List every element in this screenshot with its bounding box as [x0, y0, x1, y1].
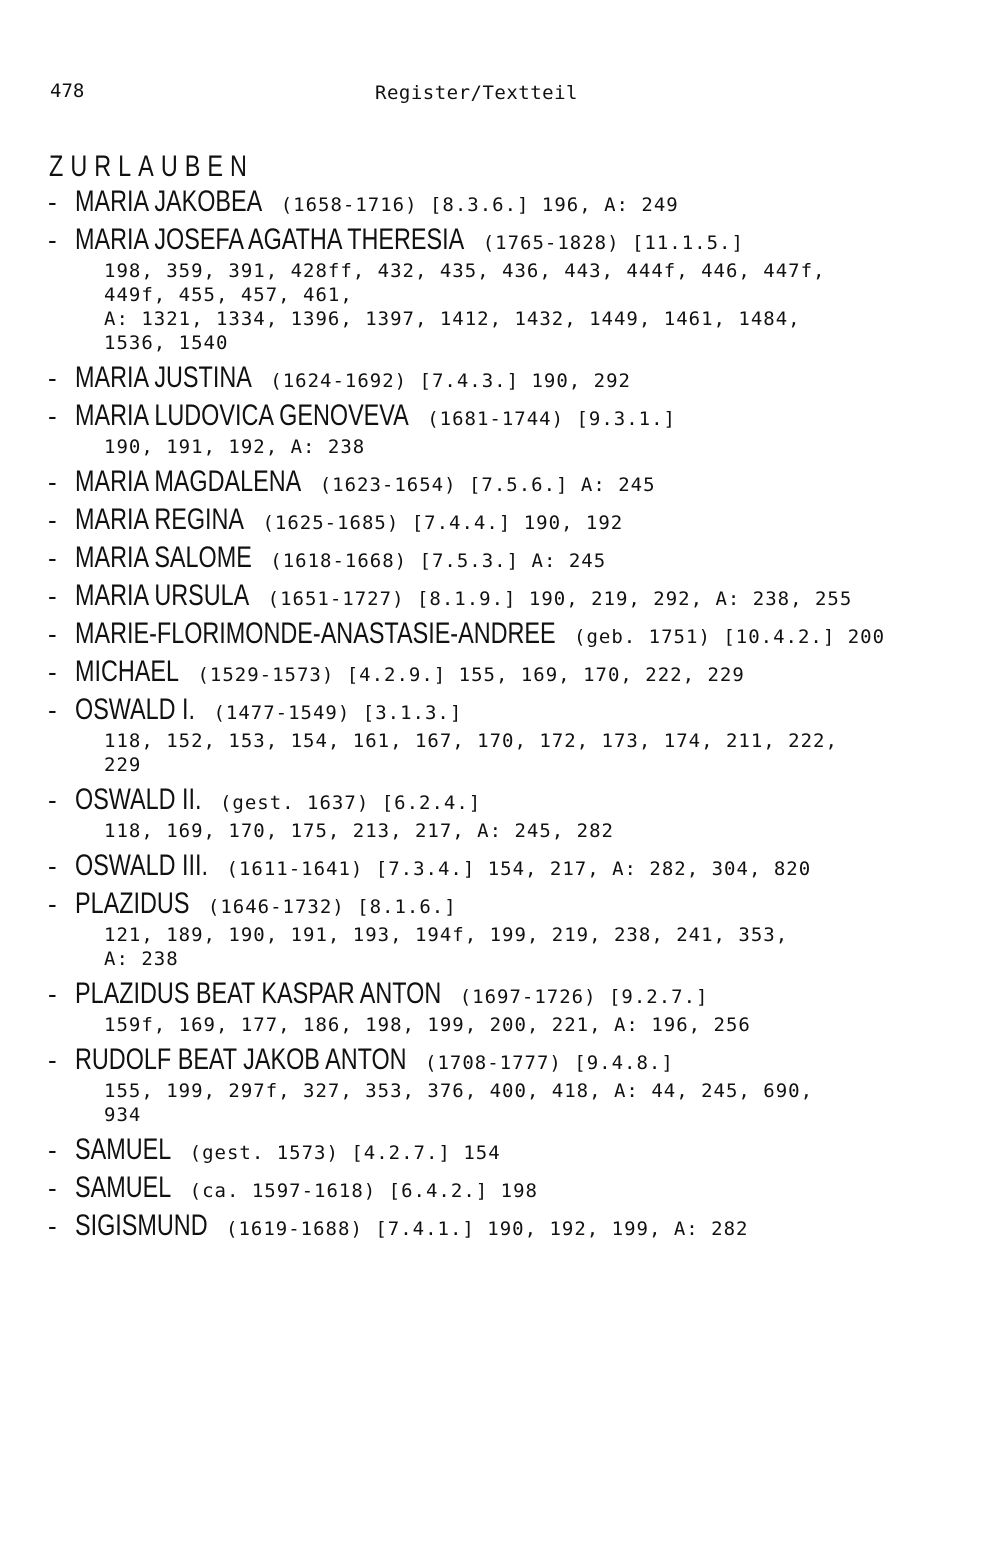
- register-entry: [48, 463, 948, 501]
- entry-head-line: [48, 975, 948, 1013]
- entry-dash: -: [48, 401, 57, 431]
- entry-name: MARIA JUSTINA: [75, 361, 252, 394]
- register-entry: [48, 885, 948, 971]
- register-entries: [48, 183, 948, 1245]
- entry-dates-and-pages: (1651-1727) [8.1.9.] 190, 219, 292, A: 238, 255: [255, 588, 853, 610]
- entry-head-line: [48, 577, 948, 615]
- register-entry: [48, 221, 948, 355]
- entry-dash: -: [48, 657, 57, 687]
- entry-head-line: [48, 615, 948, 653]
- register-entry: [48, 577, 948, 615]
- entry-page-references: 1536, 1540: [104, 332, 229, 354]
- entry-dash: -: [48, 1045, 57, 1075]
- entry-name: MARIA REGINA: [75, 503, 245, 536]
- entry-dates-and-pages: (1529-1573) [4.2.9.] 155, 169, 170, 222, 229: [185, 664, 745, 686]
- register-entry: [48, 359, 948, 397]
- register-entry: [48, 1041, 948, 1127]
- register-entry: [48, 539, 948, 577]
- entry-dates-and-pages: (1681-1744) [9.3.1.]: [414, 408, 676, 430]
- register-entry: [48, 975, 948, 1037]
- entry-page-references: 118, 169, 170, 175, 213, 217, A: 245, 282: [104, 820, 614, 842]
- register-entry: [48, 781, 948, 843]
- entry-head-line: [48, 691, 948, 729]
- entry-name: SIGISMUND: [75, 1209, 208, 1242]
- entry-dash: -: [48, 979, 57, 1009]
- entry-dash: -: [48, 695, 57, 725]
- entry-dates-and-pages: (gest. 1573) [4.2.7.] 154: [177, 1142, 501, 1164]
- entry-head-line: [48, 653, 948, 691]
- entry-name: RUDOLF BEAT JAKOB ANTON: [75, 1043, 407, 1076]
- entry-head-line: [48, 1131, 948, 1169]
- entry-dates-and-pages: (gest. 1637) [6.2.4.]: [207, 792, 482, 814]
- entry-dash: -: [48, 543, 57, 573]
- entry-name: MARIA MAGDALENA: [75, 465, 302, 498]
- entry-page-references: 118, 152, 153, 154, 161, 167, 170, 172, 173, 174, 211, 222,: [104, 730, 838, 752]
- entry-page-references: 198, 359, 391, 428ff, 432, 435, 436, 443, 444f, 446, 447f,: [104, 260, 826, 282]
- register-entry: [48, 1131, 948, 1169]
- entry-name: MARIA JOSEFA AGATHA THERESIA: [75, 223, 465, 256]
- entry-name: MARIA JAKOBEA: [75, 185, 263, 218]
- entry-page-references: 449f, 455, 457, 461,: [104, 284, 353, 306]
- entry-name: OSWALD I.: [75, 693, 196, 726]
- register-entry: [48, 183, 948, 221]
- entry-dash: -: [48, 363, 57, 393]
- entry-head-line: [48, 781, 948, 819]
- entry-name: SAMUEL: [75, 1133, 172, 1166]
- entry-dash: -: [48, 851, 57, 881]
- entry-name: MARIA LUDOVICA GENOVEVA: [75, 399, 409, 432]
- entry-page-references: 155, 199, 297f, 327, 353, 376, 400, 418, A: 44, 245, 690,: [104, 1080, 814, 1102]
- entry-dates-and-pages: (1765-1828) [11.1.5.]: [470, 232, 744, 254]
- entry-dates-and-pages: (1708-1777) [9.4.8.]: [412, 1052, 674, 1074]
- register-entry: [48, 847, 948, 885]
- entry-dash: -: [48, 467, 57, 497]
- entry-name: OSWALD II.: [75, 783, 202, 816]
- entry-head-line: [48, 501, 948, 539]
- entry-name: MARIE-FLORIMONDE-ANASTASIE-ANDREE: [75, 617, 556, 650]
- entry-page-references: 190, 191, 192, A: 238: [104, 436, 366, 458]
- entry-head-line: [48, 539, 948, 577]
- entry-dates-and-pages: (1624-1692) [7.4.3.] 190, 292: [257, 370, 631, 392]
- entry-head-line: [48, 397, 948, 435]
- entry-dash: -: [48, 619, 57, 649]
- entry-head-line: [48, 1041, 948, 1079]
- entry-dash: -: [48, 225, 57, 255]
- entry-head-line: [48, 1169, 948, 1207]
- entry-dates-and-pages: (1623-1654) [7.5.6.] A: 245: [307, 474, 656, 496]
- entry-dates-and-pages: (1646-1732) [8.1.6.]: [195, 896, 457, 918]
- entry-page-references: 229: [104, 754, 142, 776]
- entry-dates-and-pages: (1697-1726) [9.2.7.]: [447, 986, 709, 1008]
- entry-head-line: [48, 847, 948, 885]
- entry-dates-and-pages: (1625-1685) [7.4.4.] 190, 192: [250, 512, 624, 534]
- entry-dates-and-pages: (ca. 1597-1618) [6.4.2.] 198: [177, 1180, 538, 1202]
- entry-name: PLAZIDUS BEAT KASPAR ANTON: [75, 977, 442, 1010]
- entry-dates-and-pages: (geb. 1751) [10.4.2.] 200: [561, 626, 886, 648]
- entry-name: MICHAEL: [75, 655, 180, 688]
- entry-name: PLAZIDUS: [75, 887, 190, 920]
- entry-head-line: [48, 183, 948, 221]
- register-entry: [48, 397, 948, 459]
- register-entry: [48, 501, 948, 539]
- entry-head-line: [48, 885, 948, 923]
- family-heading: ZURLAUBEN: [49, 150, 254, 183]
- entry-page-references: 934: [104, 1104, 142, 1126]
- entry-head-line: [48, 359, 948, 397]
- entry-dash: -: [48, 889, 57, 919]
- entry-name: MARIA URSULA: [75, 579, 250, 612]
- entry-name: MARIA SALOME: [75, 541, 252, 574]
- entry-dash: -: [48, 505, 57, 535]
- entry-name: SAMUEL: [75, 1171, 172, 1204]
- entry-dash: -: [48, 1135, 57, 1165]
- register-entry: [48, 1169, 948, 1207]
- register-entry: [48, 653, 948, 691]
- entry-head-line: [48, 221, 948, 259]
- entry-page-references: 121, 189, 190, 191, 193, 194f, 199, 219, 238, 241, 353,: [104, 924, 789, 946]
- register-entry: [48, 615, 948, 653]
- entry-head-line: [48, 463, 948, 501]
- register-entry: [48, 1207, 948, 1245]
- entry-dates-and-pages: (1658-1716) [8.3.6.] 196, A: 249: [268, 194, 679, 216]
- entry-dash: -: [48, 581, 57, 611]
- entry-name: OSWALD III.: [75, 849, 209, 882]
- entry-dates-and-pages: (1477-1549) [3.1.3.]: [201, 702, 463, 724]
- entry-dates-and-pages: (1618-1668) [7.5.3.] A: 245: [257, 550, 607, 572]
- entry-dash: -: [48, 1211, 57, 1241]
- entry-page-references: 159f, 169, 177, 186, 198, 199, 200, 221, A: 196, 256: [104, 1014, 751, 1036]
- entry-dates-and-pages: (1611-1641) [7.3.4.] 154, 217, A: 282, 304, 820: [214, 858, 812, 880]
- entry-dash: -: [48, 1173, 57, 1203]
- entry-page-references: A: 238: [104, 948, 179, 970]
- entry-dates-and-pages: (1619-1688) [7.4.1.] 190, 192, 199, A: 282: [213, 1218, 749, 1240]
- page-number: 478: [50, 80, 85, 102]
- entry-dash: -: [48, 785, 57, 815]
- entry-dash: -: [48, 187, 57, 217]
- entry-head-line: [48, 1207, 948, 1245]
- running-head: Register/Textteil: [375, 82, 578, 104]
- register-entry: [48, 691, 948, 777]
- entry-page-references: A: 1321, 1334, 1396, 1397, 1412, 1432, 1449, 1461, 1484,: [104, 308, 801, 330]
